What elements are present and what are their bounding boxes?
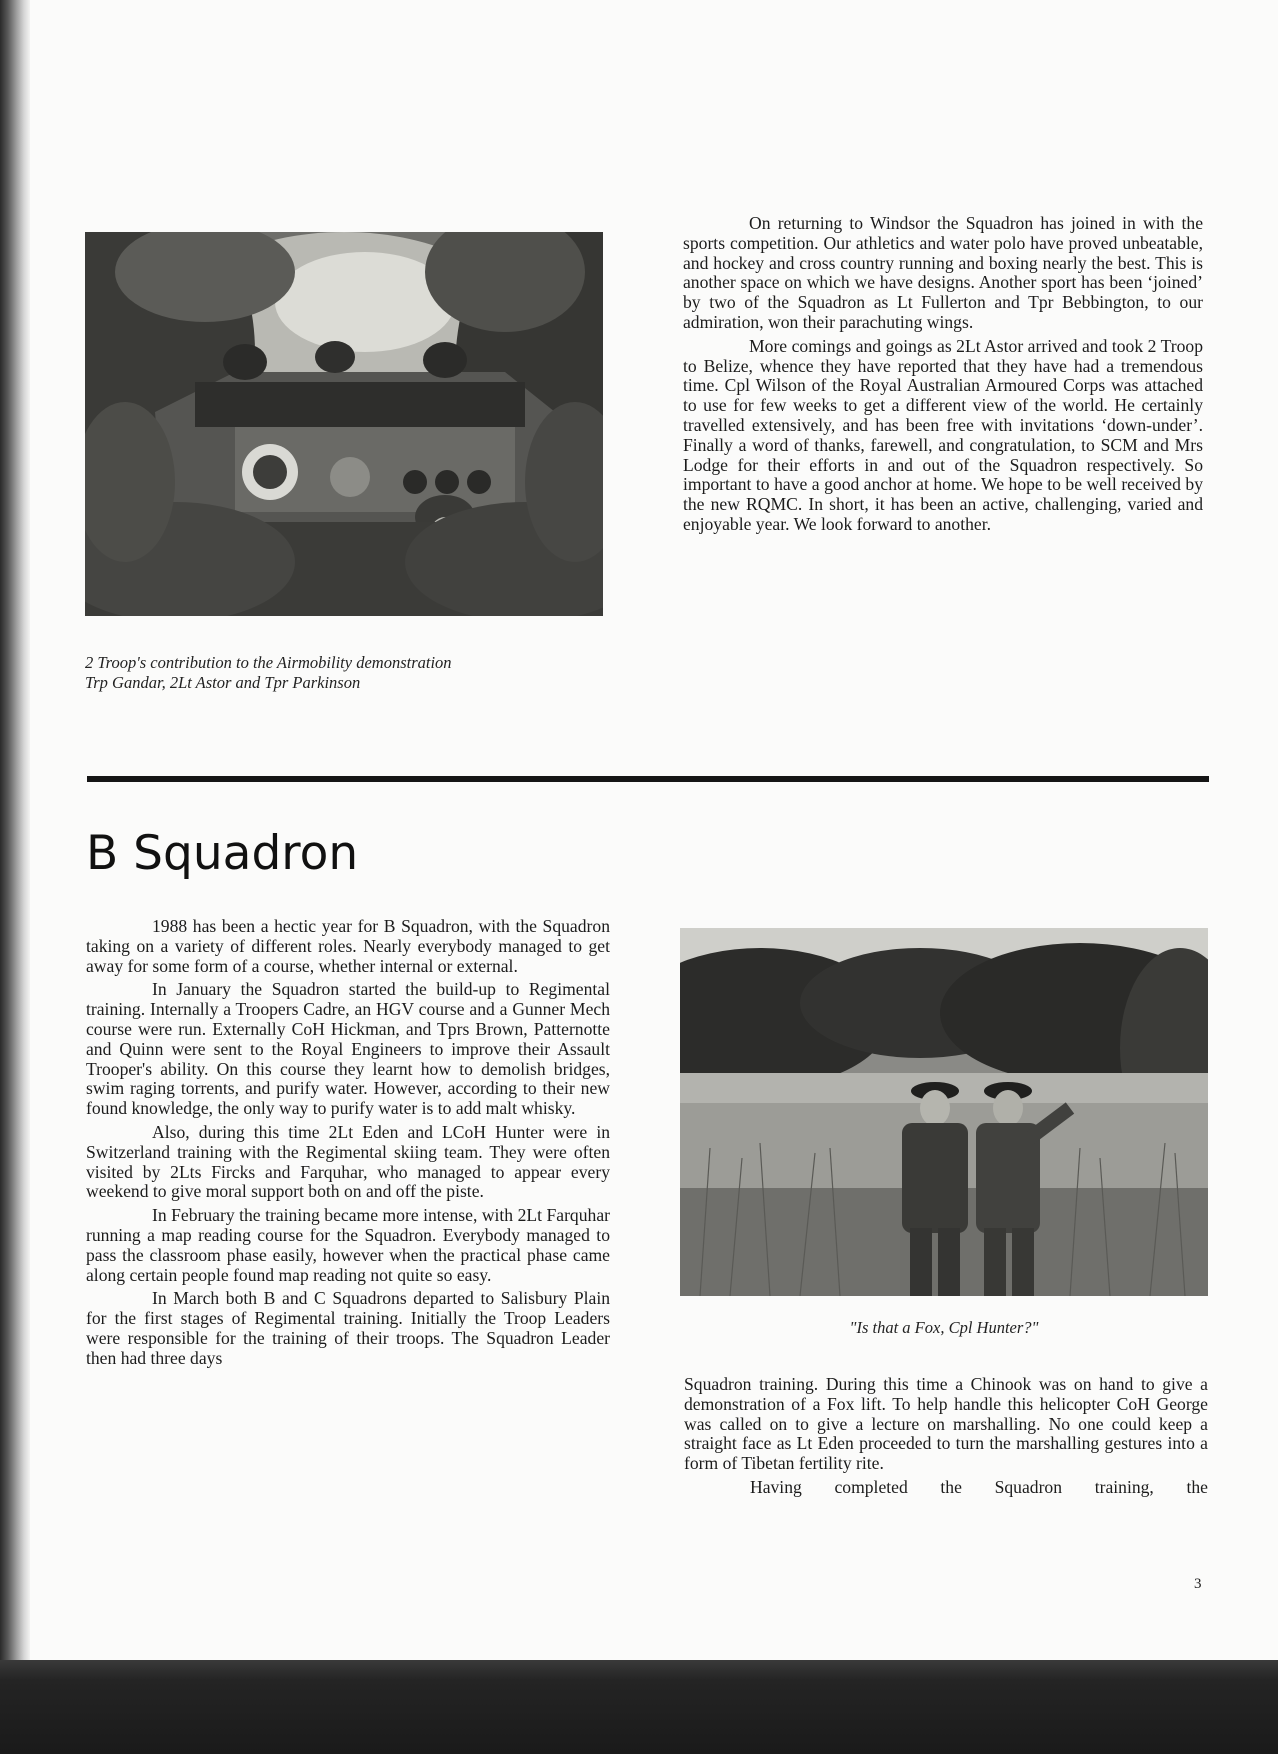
paragraph: On returning to Windsor the Squadron has joined in with the sports competition. Our athletics and water polo have proved unbeatable, and hockey and cross country running and boxing nearly the best. This is another space on which we have designs. Another sport has been ‘joined’ by two of the Squadron as Lt Fullerton and Tpr Bebbington, to our admiration, won their parachuting wings.	[683, 213, 1203, 332]
paragraph: More comings and goings as 2Lt Astor arrived and took 2 Troop to Belize, whence they have reported that they have had a tremendous time. Cpl Wilson of the Royal Australian Armoured Corps was attached to use for few weeks to get a different view of the world. He certainly travelled extensively, and has been free with invitations ‘down-under’. Finally a word of thanks, farewell, and congratulation, to SCM and Mrs Lodge for their efforts in and out of the Squadron respectively. So important to have a good anchor at home. We hope to be well received by the new RQMC. In short, it has been an active, challenging, varied and enjoyable year. We look forward to another.	[683, 335, 1203, 534]
paragraph: Having completed the Squadron training, the	[750, 1476, 1208, 1497]
soldiers-field-photo-image	[680, 928, 1208, 1296]
paragraph: In January the Squadron started the build-up to Regimental training. Internally a Troopers Cadre, an HGV course and a Gunner Mech course were run. Externally CoH Hickman, and Tprs Brown, Patternotte and Quinn were sent to the Royal Engineers to improve their Assault Trooper's ability. On this course they learnt how to demolish bridges, swim raging torrents, and purify water. However, according to their new found knowledge, the only way to purify water is to add malt whisky.	[86, 979, 610, 1119]
caption-line-1: 2 Troop's contribution to the Airmobility demonstration	[85, 653, 452, 672]
armoured-vehicle-photo-image	[85, 232, 603, 616]
paragraph: 1988 has been a hectic year for B Squadron, with the Squadron taking on a variety of different roles. Nearly everybody managed to get away for some form of a course, whether internal or external.	[86, 916, 610, 976]
paragraph: In March both B and C Squadrons departed to Salisbury Plain for the first stages of Regimental training. Initially the Troop Leaders were responsible for the training of their troops. The Squadron Leader then had three days	[86, 1288, 610, 1368]
section-title: B Squadron	[86, 826, 359, 881]
photo-soldiers-in-field	[680, 928, 1208, 1296]
page-number: 3	[1194, 1576, 1202, 1592]
photo-caption-airmobility	[85, 653, 625, 693]
paragraph: Also, during this time 2Lt Eden and LCoH Hunter were in Switzerland training with the Regimental skiing team. They were often visited by 2Lts Fircks and Farquhar, who managed to appear every weekend to give moral support both on and off the piste.	[86, 1121, 610, 1202]
caption-line-2: Trp Gandar, 2Lt Astor and Tpr Parkinson	[85, 673, 361, 692]
top-right-column	[683, 214, 1203, 539]
page-spine-shadow	[0, 0, 30, 1754]
paragraph: In February the training became more intense, with 2Lt Farquhar running a map reading course for the Squadron. Everybody managed to pass the classroom phase easily, however when the practical phase came along certain people found map reading not quite so easy.	[86, 1205, 610, 1285]
page-bottom-shadow	[0, 1660, 1278, 1754]
section-divider	[87, 776, 1209, 782]
b-squadron-left-column	[86, 917, 610, 1373]
photo-armoured-vehicle	[85, 232, 603, 616]
b-squadron-right-column	[684, 1375, 1208, 1502]
photo-caption-fox: "Is that a Fox, Cpl Hunter?"	[849, 1318, 1039, 1337]
paragraph: Squadron training. During this time a Chinook was on hand to give a demonstration of a Fox lift. To help handle this helicopter CoH George was called on to give a lecture on marshalling. No one could keep a straight face as Lt Eden proceeded to turn the marshalling gestures into a form of Tibetan fertility rite.	[684, 1374, 1208, 1474]
